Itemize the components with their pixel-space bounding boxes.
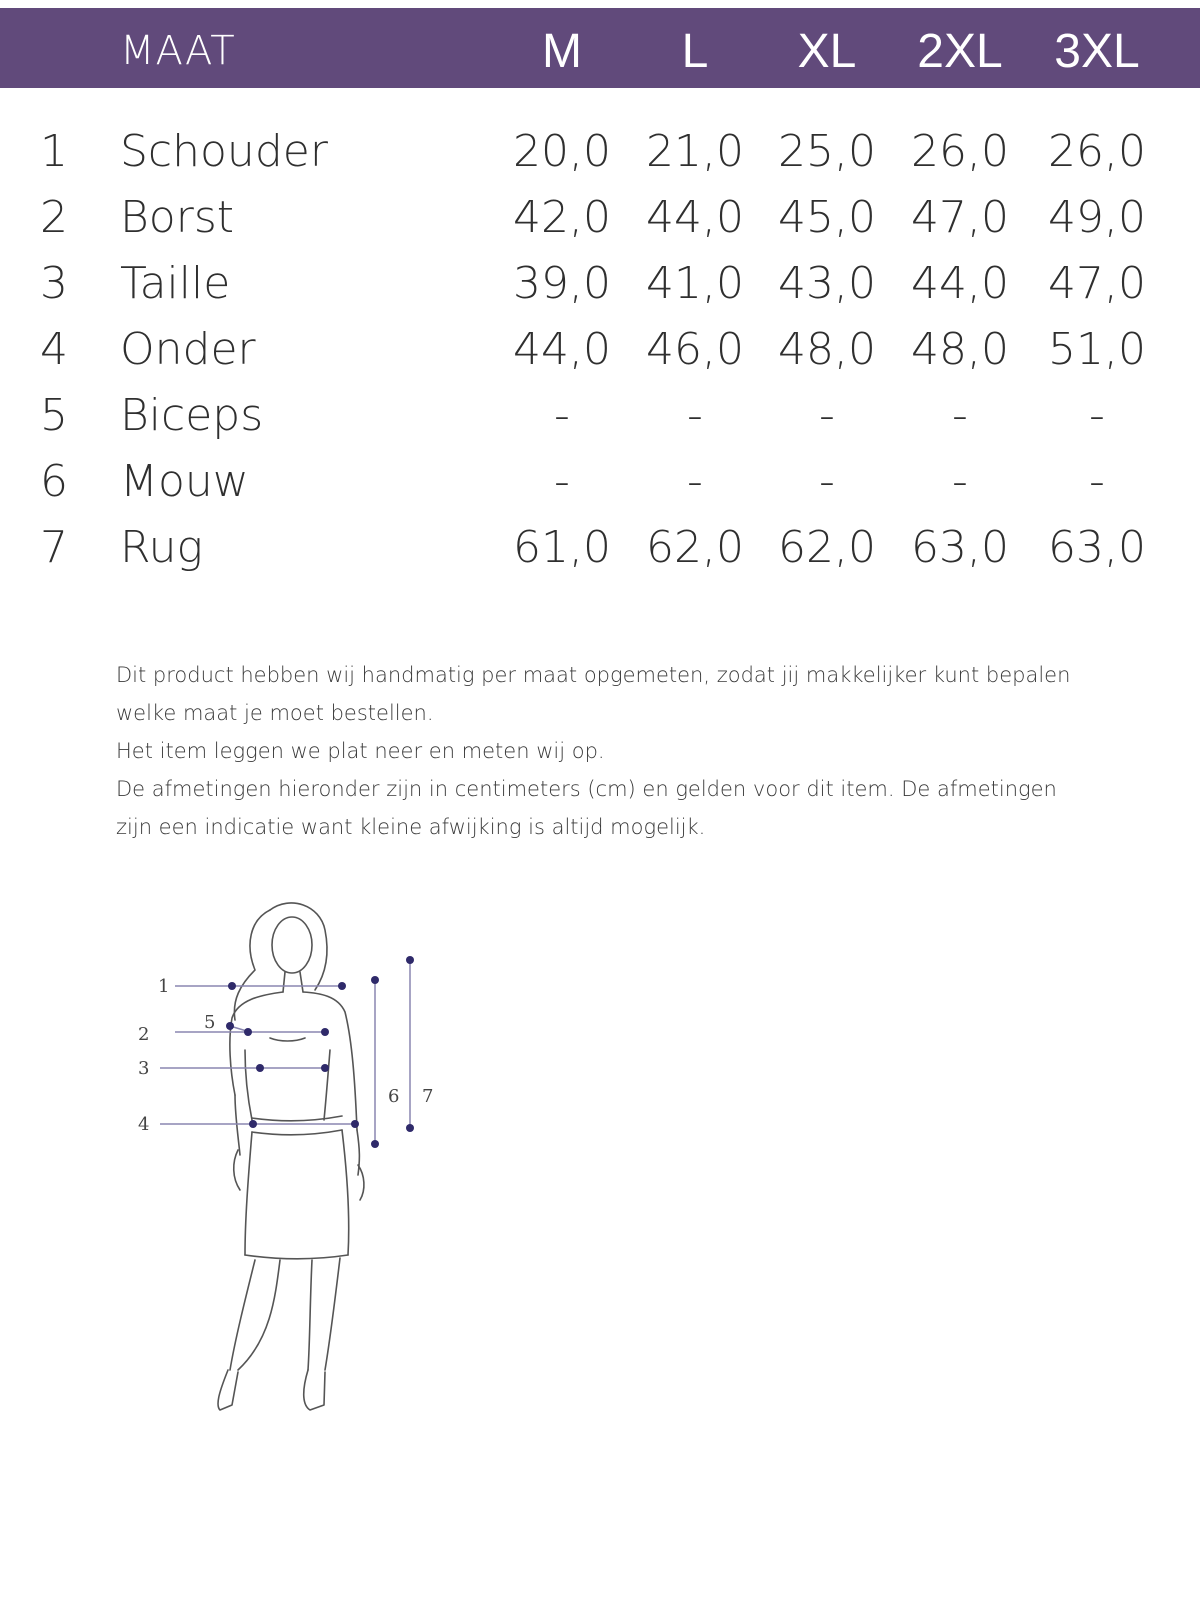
figure-label-1: 1 xyxy=(158,976,170,997)
table-row xyxy=(0,450,1200,518)
table-row xyxy=(0,120,1200,188)
cell-xl: - xyxy=(819,456,835,507)
figure-label-5: 5 xyxy=(204,1012,216,1033)
cell-m: 42,0 xyxy=(513,192,611,243)
size-m: M xyxy=(542,25,582,78)
size-header-bar xyxy=(0,8,1200,88)
size-2xl: 2XL xyxy=(917,25,1003,78)
figure-label-3: 3 xyxy=(138,1058,150,1079)
cell-3xl: 51,0 xyxy=(1048,324,1146,375)
figure-label-2: 2 xyxy=(138,1024,150,1045)
figure-label-6: 6 xyxy=(388,1086,400,1107)
cell-m: 39,0 xyxy=(513,258,611,309)
measurement-description xyxy=(116,656,1076,846)
cell-3xl: 26,0 xyxy=(1048,126,1146,177)
cell-2xl: 47,0 xyxy=(911,192,1009,243)
cell-l: 46,0 xyxy=(646,324,744,375)
description-line: Het item leggen we plat neer en meten wij op. xyxy=(116,739,605,763)
table-row xyxy=(0,384,1200,452)
cell-2xl: - xyxy=(952,456,968,507)
row-number: 4 xyxy=(40,324,68,375)
measurement-figure-icon xyxy=(120,900,480,1460)
row-number: 7 xyxy=(40,522,68,573)
cell-l: 41,0 xyxy=(646,258,744,309)
cell-xl: 48,0 xyxy=(778,324,876,375)
description-line: Dit product hebben wij handmatig per maat opgemeten, zodat jij makkelijker kunt bepalen xyxy=(116,663,1071,687)
description-line: welke maat je moet bestellen. xyxy=(116,701,434,725)
row-label: Onder xyxy=(120,324,256,375)
cell-2xl: 26,0 xyxy=(911,126,1009,177)
table-row xyxy=(0,252,1200,320)
cell-3xl: - xyxy=(1089,390,1105,441)
description-line: De afmetingen hieronder zijn in centimeters (cm) en gelden voor dit item. De afmetingen xyxy=(116,777,1057,801)
cell-l: 44,0 xyxy=(646,192,744,243)
cell-xl: - xyxy=(819,390,835,441)
cell-2xl: 48,0 xyxy=(911,324,1009,375)
cell-3xl: 47,0 xyxy=(1048,258,1146,309)
row-label: Biceps xyxy=(120,390,264,441)
cell-m: 44,0 xyxy=(513,324,611,375)
cell-l: - xyxy=(687,390,703,441)
figure-illustration xyxy=(120,900,480,1460)
maat-label: MAAT xyxy=(120,28,236,74)
cell-xl: 62,0 xyxy=(778,522,876,573)
row-label: Taille xyxy=(120,258,231,309)
row-number: 3 xyxy=(40,258,68,309)
cell-2xl: 44,0 xyxy=(911,258,1009,309)
cell-m: - xyxy=(554,390,570,441)
row-label: Schouder xyxy=(120,126,328,177)
table-row xyxy=(0,186,1200,254)
row-label: Mouw xyxy=(120,456,249,507)
size-l: L xyxy=(681,25,709,78)
figure-label-7: 7 xyxy=(422,1086,434,1107)
table-row xyxy=(0,516,1200,584)
cell-3xl: - xyxy=(1089,456,1105,507)
row-label: Borst xyxy=(120,192,234,243)
cell-2xl: 63,0 xyxy=(911,522,1009,573)
cell-l: 21,0 xyxy=(646,126,744,177)
row-label: Rug xyxy=(120,522,203,573)
size-3xl: 3XL xyxy=(1054,25,1140,78)
cell-l: - xyxy=(687,456,703,507)
row-number: 2 xyxy=(40,192,68,243)
cell-2xl: - xyxy=(952,390,968,441)
description-line: zijn een indicatie want kleine afwijking is altijd mogelijk. xyxy=(116,815,706,839)
cell-m: - xyxy=(554,456,570,507)
cell-xl: 45,0 xyxy=(778,192,876,243)
table-row xyxy=(0,318,1200,386)
row-number: 6 xyxy=(40,456,68,507)
cell-3xl: 63,0 xyxy=(1048,522,1146,573)
cell-m: 20,0 xyxy=(513,126,611,177)
row-number: 1 xyxy=(40,126,68,177)
cell-xl: 25,0 xyxy=(778,126,876,177)
cell-xl: 43,0 xyxy=(778,258,876,309)
size-xl: XL xyxy=(797,25,857,78)
row-number: 5 xyxy=(40,390,68,441)
cell-3xl: 49,0 xyxy=(1048,192,1146,243)
figure-label-4: 4 xyxy=(138,1114,150,1135)
cell-m: 61,0 xyxy=(513,522,611,573)
cell-l: 62,0 xyxy=(646,522,744,573)
